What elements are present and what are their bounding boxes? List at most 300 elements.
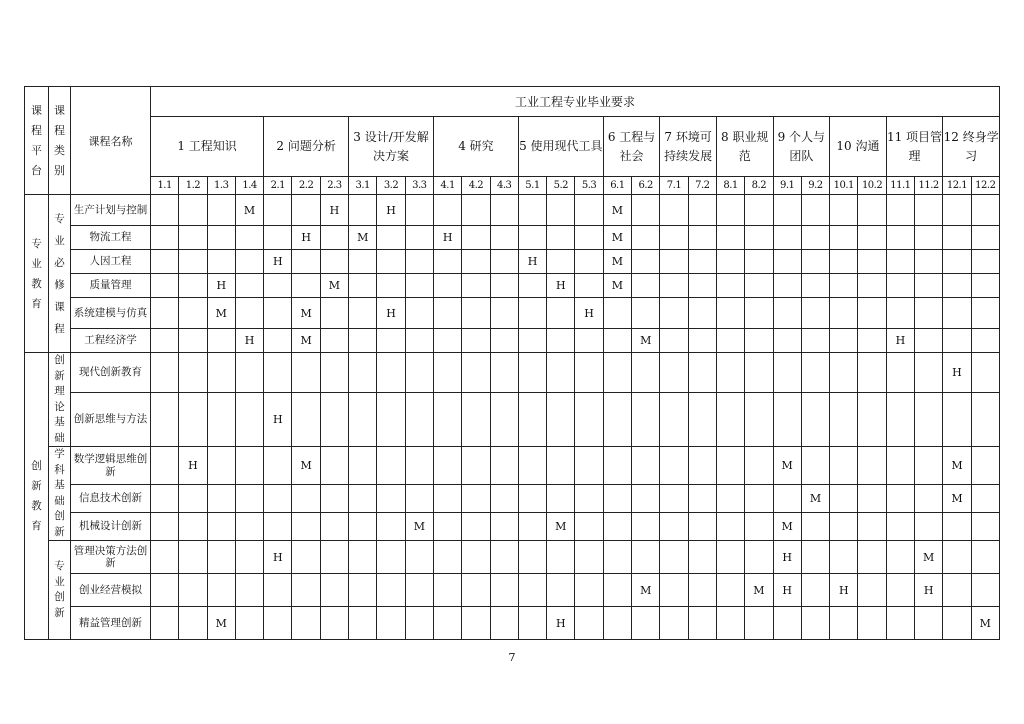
empty-cell bbox=[801, 513, 829, 541]
empty-cell bbox=[915, 393, 943, 447]
empty-cell bbox=[830, 485, 858, 513]
empty-cell bbox=[943, 513, 971, 541]
empty-cell bbox=[886, 353, 914, 393]
support-level-mark: M bbox=[603, 195, 631, 226]
empty-cell bbox=[716, 607, 744, 640]
empty-cell bbox=[292, 250, 320, 274]
indicator-header: 3.2 bbox=[377, 177, 405, 195]
empty-cell bbox=[915, 298, 943, 329]
empty-cell bbox=[151, 195, 179, 226]
empty-cell bbox=[320, 226, 348, 250]
empty-cell bbox=[971, 513, 999, 541]
empty-cell bbox=[943, 274, 971, 298]
empty-cell bbox=[745, 329, 773, 353]
empty-cell bbox=[886, 607, 914, 640]
empty-cell bbox=[518, 329, 546, 353]
empty-cell bbox=[405, 393, 433, 447]
empty-cell bbox=[462, 574, 490, 607]
support-level-mark: M bbox=[745, 574, 773, 607]
support-level-mark: M bbox=[632, 329, 660, 353]
empty-cell bbox=[603, 298, 631, 329]
empty-cell bbox=[518, 513, 546, 541]
empty-cell bbox=[405, 574, 433, 607]
support-level-mark: H bbox=[264, 541, 292, 574]
empty-cell bbox=[915, 513, 943, 541]
empty-cell bbox=[405, 329, 433, 353]
empty-cell bbox=[886, 574, 914, 607]
support-level-mark: H bbox=[886, 329, 914, 353]
support-level-mark: H bbox=[264, 250, 292, 274]
empty-cell bbox=[575, 541, 603, 574]
empty-cell bbox=[716, 274, 744, 298]
empty-cell bbox=[632, 298, 660, 329]
empty-cell bbox=[349, 195, 377, 226]
empty-cell bbox=[433, 607, 461, 640]
empty-cell bbox=[490, 393, 518, 447]
empty-cell bbox=[575, 226, 603, 250]
empty-cell bbox=[745, 226, 773, 250]
empty-cell bbox=[349, 393, 377, 447]
empty-cell bbox=[632, 513, 660, 541]
empty-cell bbox=[632, 353, 660, 393]
support-level-mark: M bbox=[915, 541, 943, 574]
support-level-mark: H bbox=[943, 353, 971, 393]
empty-cell bbox=[349, 574, 377, 607]
empty-cell bbox=[603, 574, 631, 607]
empty-cell bbox=[320, 298, 348, 329]
empty-cell bbox=[292, 541, 320, 574]
empty-cell bbox=[660, 274, 688, 298]
empty-cell bbox=[603, 607, 631, 640]
empty-cell bbox=[433, 513, 461, 541]
empty-cell bbox=[801, 250, 829, 274]
empty-cell bbox=[405, 447, 433, 485]
support-level-mark: H bbox=[235, 329, 263, 353]
empty-cell bbox=[660, 607, 688, 640]
empty-cell bbox=[688, 298, 716, 329]
empty-cell bbox=[320, 541, 348, 574]
empty-cell bbox=[773, 226, 801, 250]
empty-cell bbox=[773, 329, 801, 353]
support-level-mark: H bbox=[773, 541, 801, 574]
empty-cell bbox=[773, 274, 801, 298]
course-name: 生产计划与控制 bbox=[71, 195, 151, 226]
support-level-mark: M bbox=[773, 513, 801, 541]
empty-cell bbox=[801, 298, 829, 329]
empty-cell bbox=[377, 329, 405, 353]
empty-cell bbox=[264, 574, 292, 607]
empty-cell bbox=[632, 485, 660, 513]
empty-cell bbox=[632, 195, 660, 226]
empty-cell bbox=[462, 274, 490, 298]
empty-cell bbox=[462, 226, 490, 250]
empty-cell bbox=[377, 226, 405, 250]
empty-cell bbox=[547, 195, 575, 226]
course-name: 创业经营模拟 bbox=[71, 574, 151, 607]
empty-cell bbox=[235, 298, 263, 329]
empty-cell bbox=[971, 353, 999, 393]
empty-cell bbox=[405, 607, 433, 640]
indicator-header: 4.1 bbox=[433, 177, 461, 195]
support-level-mark: M bbox=[971, 607, 999, 640]
empty-cell bbox=[179, 485, 207, 513]
empty-cell bbox=[858, 353, 886, 393]
support-level-mark: H bbox=[292, 226, 320, 250]
empty-cell bbox=[433, 485, 461, 513]
empty-cell bbox=[632, 393, 660, 447]
empty-cell bbox=[490, 541, 518, 574]
empty-cell bbox=[151, 541, 179, 574]
empty-cell bbox=[858, 329, 886, 353]
empty-cell bbox=[745, 485, 773, 513]
empty-cell bbox=[745, 274, 773, 298]
empty-cell bbox=[349, 513, 377, 541]
indicator-header: 8.1 bbox=[716, 177, 744, 195]
empty-cell bbox=[632, 607, 660, 640]
course-name: 管理决策方法创新 bbox=[71, 541, 151, 574]
empty-cell bbox=[660, 353, 688, 393]
empty-cell bbox=[377, 250, 405, 274]
empty-cell bbox=[405, 485, 433, 513]
empty-cell bbox=[915, 274, 943, 298]
empty-cell bbox=[235, 274, 263, 298]
empty-cell bbox=[462, 329, 490, 353]
empty-cell bbox=[433, 274, 461, 298]
empty-cell bbox=[264, 353, 292, 393]
empty-cell bbox=[603, 513, 631, 541]
empty-cell bbox=[716, 541, 744, 574]
empty-cell bbox=[688, 607, 716, 640]
empty-cell bbox=[547, 298, 575, 329]
empty-cell bbox=[575, 393, 603, 447]
indicator-header: 7.1 bbox=[660, 177, 688, 195]
empty-cell bbox=[292, 485, 320, 513]
support-level-mark: M bbox=[320, 274, 348, 298]
empty-cell bbox=[320, 513, 348, 541]
empty-cell bbox=[433, 195, 461, 226]
table-row bbox=[25, 329, 1000, 353]
indicator-header: 2.3 bbox=[320, 177, 348, 195]
course-name: 精益管理创新 bbox=[71, 607, 151, 640]
empty-cell bbox=[462, 195, 490, 226]
empty-cell bbox=[915, 607, 943, 640]
empty-cell bbox=[971, 226, 999, 250]
empty-cell bbox=[547, 353, 575, 393]
support-level-mark: M bbox=[292, 329, 320, 353]
empty-cell bbox=[830, 447, 858, 485]
empty-cell bbox=[264, 447, 292, 485]
support-level-mark: M bbox=[405, 513, 433, 541]
empty-cell bbox=[433, 353, 461, 393]
empty-cell bbox=[547, 393, 575, 447]
empty-cell bbox=[858, 574, 886, 607]
empty-cell bbox=[773, 485, 801, 513]
empty-cell bbox=[575, 607, 603, 640]
empty-cell bbox=[915, 485, 943, 513]
support-level-mark: M bbox=[773, 447, 801, 485]
empty-cell bbox=[716, 485, 744, 513]
indicator-header: 6.2 bbox=[632, 177, 660, 195]
empty-cell bbox=[377, 274, 405, 298]
empty-cell bbox=[575, 447, 603, 485]
course-name: 工程经济学 bbox=[71, 329, 151, 353]
empty-cell bbox=[151, 298, 179, 329]
empty-cell bbox=[575, 274, 603, 298]
empty-cell bbox=[971, 541, 999, 574]
empty-cell bbox=[292, 574, 320, 607]
empty-cell bbox=[745, 607, 773, 640]
course-name: 创新思维与方法 bbox=[71, 393, 151, 447]
empty-cell bbox=[830, 607, 858, 640]
graduation-requirements-matrix bbox=[24, 86, 1000, 640]
empty-cell bbox=[688, 513, 716, 541]
indicator-header: 2.1 bbox=[264, 177, 292, 195]
empty-cell bbox=[886, 485, 914, 513]
empty-cell bbox=[377, 574, 405, 607]
empty-cell bbox=[660, 541, 688, 574]
empty-cell bbox=[688, 485, 716, 513]
empty-cell bbox=[716, 353, 744, 393]
empty-cell bbox=[801, 607, 829, 640]
support-level-mark: M bbox=[292, 298, 320, 329]
empty-cell bbox=[207, 195, 235, 226]
support-level-mark: H bbox=[320, 195, 348, 226]
empty-cell bbox=[292, 195, 320, 226]
empty-cell bbox=[830, 274, 858, 298]
empty-cell bbox=[264, 485, 292, 513]
empty-cell bbox=[745, 541, 773, 574]
empty-cell bbox=[235, 541, 263, 574]
empty-cell bbox=[745, 393, 773, 447]
indicator-header: 7.2 bbox=[688, 177, 716, 195]
empty-cell bbox=[490, 447, 518, 485]
empty-cell bbox=[660, 226, 688, 250]
indicator-header: 12.1 bbox=[943, 177, 971, 195]
support-level-mark: H bbox=[915, 574, 943, 607]
support-level-mark: H bbox=[518, 250, 546, 274]
empty-cell bbox=[207, 513, 235, 541]
empty-cell bbox=[433, 250, 461, 274]
empty-cell bbox=[716, 298, 744, 329]
indicator-header: 3.1 bbox=[349, 177, 377, 195]
empty-cell bbox=[518, 393, 546, 447]
empty-cell bbox=[490, 485, 518, 513]
empty-cell bbox=[405, 274, 433, 298]
empty-cell bbox=[207, 541, 235, 574]
empty-cell bbox=[405, 195, 433, 226]
empty-cell bbox=[830, 195, 858, 226]
table-row bbox=[25, 195, 1000, 226]
empty-cell bbox=[518, 447, 546, 485]
empty-cell bbox=[886, 195, 914, 226]
empty-cell bbox=[179, 541, 207, 574]
empty-cell bbox=[773, 195, 801, 226]
empty-cell bbox=[915, 195, 943, 226]
empty-cell bbox=[377, 447, 405, 485]
empty-cell bbox=[179, 607, 207, 640]
empty-cell bbox=[632, 226, 660, 250]
empty-cell bbox=[575, 574, 603, 607]
empty-cell bbox=[603, 541, 631, 574]
empty-cell bbox=[151, 607, 179, 640]
empty-cell bbox=[462, 607, 490, 640]
empty-cell bbox=[179, 195, 207, 226]
support-level-mark: H bbox=[377, 298, 405, 329]
empty-cell bbox=[207, 329, 235, 353]
empty-cell bbox=[660, 574, 688, 607]
course-name: 系统建模与仿真 bbox=[71, 298, 151, 329]
empty-cell bbox=[547, 485, 575, 513]
empty-cell bbox=[801, 447, 829, 485]
empty-cell bbox=[943, 393, 971, 447]
empty-cell bbox=[858, 195, 886, 226]
empty-cell bbox=[264, 298, 292, 329]
support-level-mark: M bbox=[603, 226, 631, 250]
empty-cell bbox=[745, 195, 773, 226]
empty-cell bbox=[518, 353, 546, 393]
empty-cell bbox=[405, 298, 433, 329]
empty-cell bbox=[207, 393, 235, 447]
empty-cell bbox=[575, 485, 603, 513]
empty-cell bbox=[320, 393, 348, 447]
table-row bbox=[25, 607, 1000, 640]
requirement-group-header: 7 环境可持续发展 bbox=[660, 117, 717, 177]
empty-cell bbox=[858, 393, 886, 447]
indicator-header: 5.1 bbox=[518, 177, 546, 195]
empty-cell bbox=[518, 607, 546, 640]
indicator-header: 9.2 bbox=[801, 177, 829, 195]
indicator-header: 1.2 bbox=[179, 177, 207, 195]
table-row bbox=[25, 250, 1000, 274]
support-level-mark: M bbox=[235, 195, 263, 226]
header-course-category: 课 程 类 别 bbox=[49, 87, 71, 195]
empty-cell bbox=[547, 574, 575, 607]
empty-cell bbox=[688, 226, 716, 250]
empty-cell bbox=[971, 393, 999, 447]
empty-cell bbox=[688, 393, 716, 447]
empty-cell bbox=[264, 329, 292, 353]
empty-cell bbox=[801, 574, 829, 607]
empty-cell bbox=[235, 226, 263, 250]
empty-cell bbox=[660, 513, 688, 541]
category-cell: 创 新 理 论 基 础 bbox=[49, 353, 71, 447]
empty-cell bbox=[603, 447, 631, 485]
empty-cell bbox=[773, 393, 801, 447]
empty-cell bbox=[603, 393, 631, 447]
empty-cell bbox=[745, 513, 773, 541]
empty-cell bbox=[632, 274, 660, 298]
empty-cell bbox=[745, 298, 773, 329]
empty-cell bbox=[320, 250, 348, 274]
course-name: 物流工程 bbox=[71, 226, 151, 250]
empty-cell bbox=[490, 329, 518, 353]
empty-cell bbox=[235, 574, 263, 607]
support-level-mark: H bbox=[264, 393, 292, 447]
empty-cell bbox=[462, 393, 490, 447]
empty-cell bbox=[490, 607, 518, 640]
empty-cell bbox=[151, 226, 179, 250]
support-level-mark: H bbox=[547, 607, 575, 640]
empty-cell bbox=[547, 541, 575, 574]
empty-cell bbox=[575, 329, 603, 353]
support-level-mark: H bbox=[179, 447, 207, 485]
empty-cell bbox=[688, 329, 716, 353]
empty-cell bbox=[179, 353, 207, 393]
empty-cell bbox=[405, 226, 433, 250]
empty-cell bbox=[943, 607, 971, 640]
empty-cell bbox=[547, 250, 575, 274]
empty-cell bbox=[405, 250, 433, 274]
empty-cell bbox=[490, 226, 518, 250]
empty-cell bbox=[235, 353, 263, 393]
empty-cell bbox=[377, 485, 405, 513]
table-row bbox=[25, 226, 1000, 250]
empty-cell bbox=[660, 250, 688, 274]
course-name: 机械设计创新 bbox=[71, 513, 151, 541]
empty-cell bbox=[943, 195, 971, 226]
indicator-header: 4.3 bbox=[490, 177, 518, 195]
indicator-header: 9.1 bbox=[773, 177, 801, 195]
empty-cell bbox=[575, 513, 603, 541]
empty-cell bbox=[830, 298, 858, 329]
indicator-header: 2.2 bbox=[292, 177, 320, 195]
empty-cell bbox=[971, 329, 999, 353]
empty-cell bbox=[377, 353, 405, 393]
empty-cell bbox=[773, 250, 801, 274]
support-level-mark: H bbox=[547, 274, 575, 298]
empty-cell bbox=[971, 574, 999, 607]
empty-cell bbox=[716, 226, 744, 250]
empty-cell bbox=[660, 393, 688, 447]
platform-cell: 专 业 教 育 bbox=[25, 195, 49, 353]
empty-cell bbox=[547, 329, 575, 353]
support-level-mark: M bbox=[603, 274, 631, 298]
support-level-mark: M bbox=[632, 574, 660, 607]
empty-cell bbox=[603, 485, 631, 513]
empty-cell bbox=[971, 485, 999, 513]
empty-cell bbox=[575, 250, 603, 274]
empty-cell bbox=[632, 250, 660, 274]
empty-cell bbox=[264, 226, 292, 250]
requirement-group-header: 2 问题分析 bbox=[264, 117, 349, 177]
empty-cell bbox=[518, 226, 546, 250]
empty-cell bbox=[179, 226, 207, 250]
empty-cell bbox=[349, 541, 377, 574]
empty-cell bbox=[943, 298, 971, 329]
empty-cell bbox=[660, 329, 688, 353]
empty-cell bbox=[207, 353, 235, 393]
empty-cell bbox=[886, 250, 914, 274]
empty-cell bbox=[207, 574, 235, 607]
empty-cell bbox=[292, 274, 320, 298]
empty-cell bbox=[801, 541, 829, 574]
empty-cell bbox=[660, 447, 688, 485]
empty-cell bbox=[886, 393, 914, 447]
empty-cell bbox=[830, 250, 858, 274]
empty-cell bbox=[462, 298, 490, 329]
empty-cell bbox=[179, 574, 207, 607]
empty-cell bbox=[377, 393, 405, 447]
empty-cell bbox=[349, 353, 377, 393]
category-cell: 专 业 必 修 课 程 bbox=[49, 195, 71, 353]
requirement-group-header: 3 设计/开发解决方案 bbox=[349, 117, 434, 177]
empty-cell bbox=[405, 353, 433, 393]
requirements-title: 工业工程专业毕业要求 bbox=[151, 87, 1000, 117]
empty-cell bbox=[518, 195, 546, 226]
empty-cell bbox=[745, 447, 773, 485]
course-name: 数学逻辑思维创新 bbox=[71, 447, 151, 485]
empty-cell bbox=[151, 250, 179, 274]
